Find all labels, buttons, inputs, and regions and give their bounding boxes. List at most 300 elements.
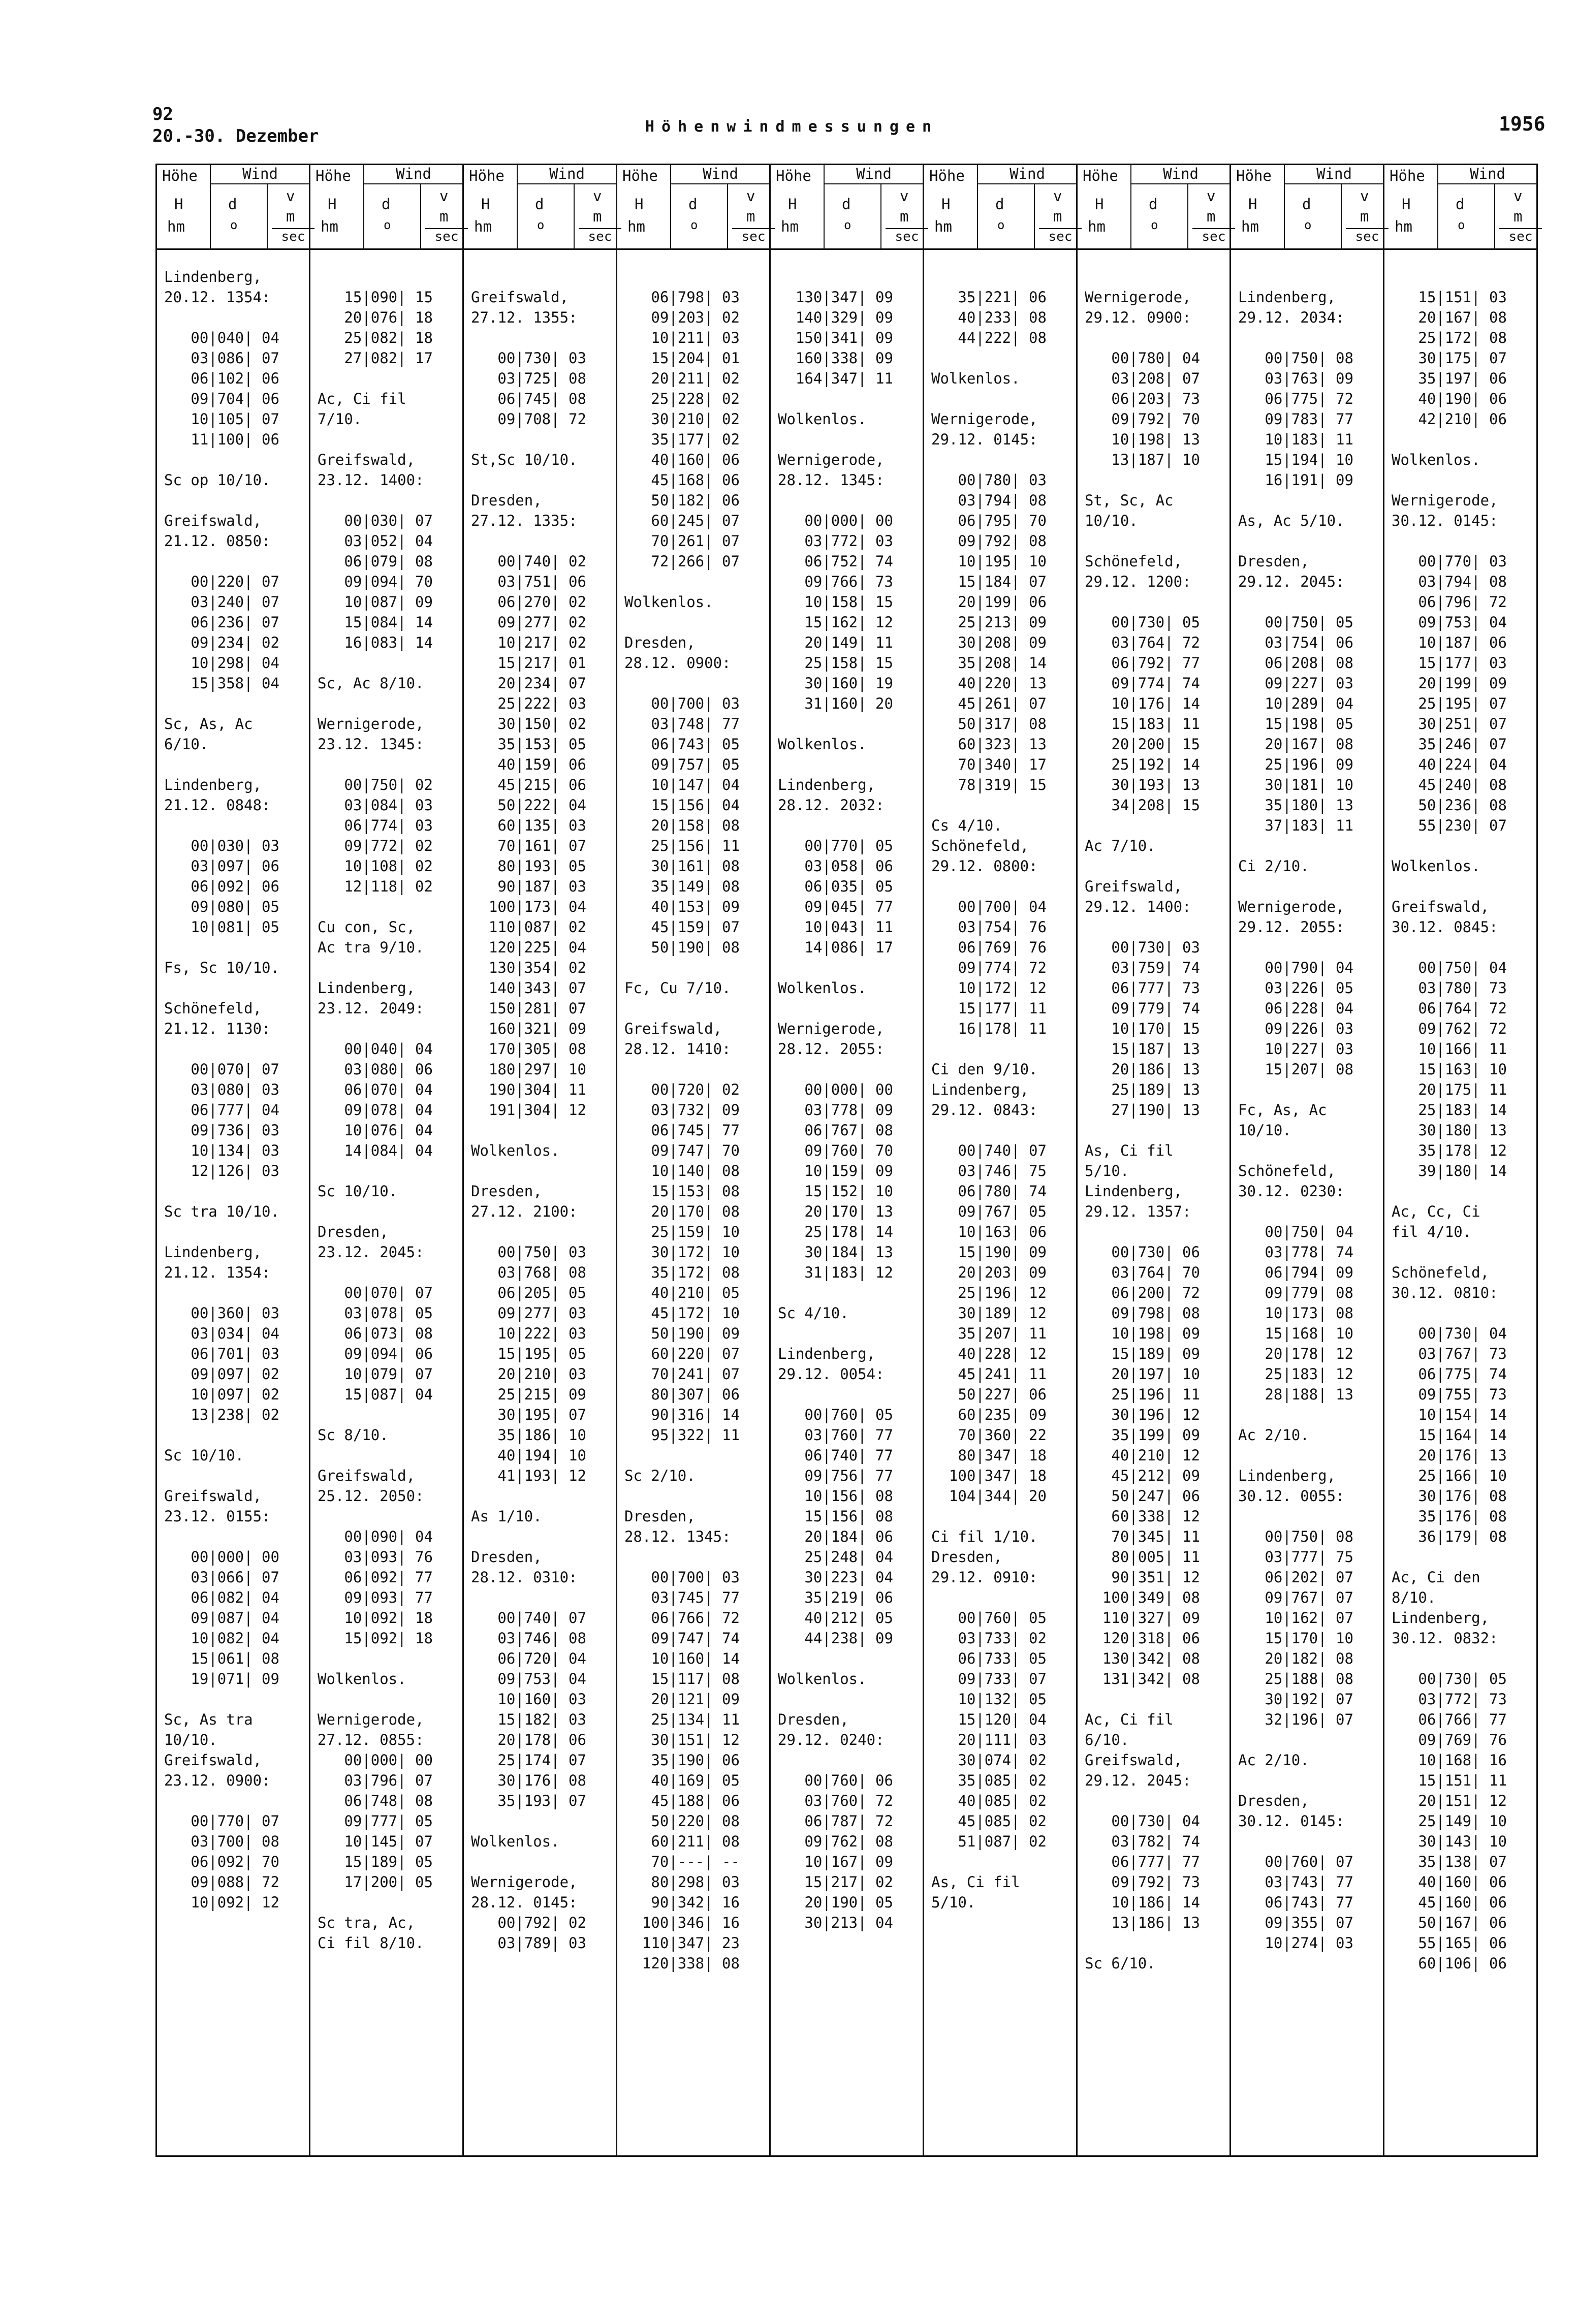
divider: [574, 183, 575, 248]
data-line: 15|061| 08: [164, 1650, 279, 1667]
data-line: 70|345| 11: [1085, 1528, 1200, 1545]
data-line: 8/10.: [1392, 1589, 1436, 1606]
hoehe-label: Höhe: [1390, 167, 1425, 184]
data-line: 06|796| 72: [1392, 593, 1507, 611]
data-line: 27.12. 2100:: [471, 1203, 578, 1220]
data-line: 00|750| 02: [318, 776, 433, 793]
data-line: 03|034| 04: [164, 1325, 279, 1342]
data-line: 45|215| 06: [471, 776, 586, 793]
d-label: d: [535, 196, 544, 213]
data-line: 06|764| 72: [1392, 1000, 1507, 1017]
v-label: v: [286, 187, 295, 205]
data-line: Greifswald,: [1085, 1752, 1183, 1769]
data-line: 15|120| 04: [931, 1711, 1047, 1728]
data-line: 10|187| 06: [1392, 634, 1507, 651]
data-line: 10|274| 03: [1238, 1934, 1353, 1952]
data-line: 03|751| 06: [471, 573, 586, 590]
data-line: 30|150| 02: [471, 715, 586, 733]
data-line: 30|176| 08: [471, 1772, 586, 1789]
data-line: 30|181| 10: [1238, 776, 1353, 793]
data-line: 09|762| 08: [778, 1833, 893, 1850]
data-line: Greifswald,: [471, 289, 569, 306]
data-line: 130|347| 09: [778, 289, 893, 306]
data-line: Wernigerode,: [931, 410, 1038, 428]
data-line: 03|058| 06: [778, 857, 893, 875]
data-line: 10|166| 11: [1392, 1040, 1507, 1058]
divider: [420, 183, 421, 248]
height-header: [924, 165, 978, 248]
data-line: 03|208| 07: [1085, 370, 1200, 387]
column-body: [924, 267, 1078, 2155]
data-line: Greifswald,: [318, 1467, 416, 1484]
data-line: 50|227| 06: [931, 1386, 1047, 1403]
data-line: Wolkenlos.: [778, 736, 867, 753]
v-label: v: [1513, 187, 1523, 205]
data-line: 110|087| 02: [471, 918, 586, 936]
data-line: Greifswald,: [164, 512, 262, 529]
data-line: Sc tra 10/10.: [164, 1203, 279, 1220]
data-line: 10|097| 02: [164, 1386, 279, 1403]
data-line: 25|189| 13: [1085, 1081, 1200, 1098]
d-label: d: [382, 196, 391, 213]
data-line: 35|186| 10: [471, 1426, 586, 1444]
data-line: 15|194| 10: [1238, 451, 1353, 468]
data-line: 20|199| 09: [1392, 675, 1507, 692]
data-line: 80|347| 18: [931, 1447, 1047, 1464]
data-line: 09|234| 02: [164, 634, 279, 651]
data-line: 25|082| 18: [318, 329, 433, 346]
data-line: 30|189| 12: [931, 1304, 1047, 1322]
data-line: Ci fil 1/10.: [931, 1528, 1038, 1545]
data-line: Lindenberg,: [164, 1244, 262, 1261]
data-line: 20|158| 08: [624, 817, 740, 834]
data-line: 09|088| 72: [164, 1873, 279, 1891]
data-line: 120|225| 04: [471, 939, 586, 956]
divider: [1187, 183, 1188, 248]
data-line: Greifswald,: [164, 1752, 262, 1769]
data-line: 131|342| 08: [1085, 1670, 1200, 1688]
data-line: 00|000| 00: [318, 1752, 433, 1769]
data-line: 09|753| 04: [1392, 614, 1507, 631]
data-line: 10|134| 03: [164, 1142, 279, 1159]
height-header: [157, 165, 211, 248]
data-line: 00|770| 03: [1392, 553, 1507, 570]
data-line: 06|208| 08: [1238, 654, 1353, 672]
data-line: 20|175| 11: [1392, 1081, 1507, 1098]
data-line: 09|760| 70: [778, 1142, 893, 1159]
data-line: 03|772| 03: [778, 532, 893, 550]
d-label: d: [1456, 196, 1465, 213]
data-line: 27.12. 0855:: [318, 1731, 424, 1748]
data-line: 30|223| 04: [778, 1569, 893, 1586]
data-line: Sc 6/10.: [1085, 1955, 1156, 1972]
page-number: 92: [152, 104, 173, 124]
data-line: 09|772| 02: [318, 837, 433, 854]
data-line: 10|198| 09: [1085, 1325, 1200, 1342]
data-line: 15|187| 13: [1085, 1040, 1200, 1058]
data-line: Wolkenlos.: [778, 410, 867, 428]
data-line: 06|745| 08: [471, 390, 586, 407]
data-line: 06|766| 72: [624, 1609, 740, 1627]
data-line: 35|207| 11: [931, 1325, 1047, 1342]
data-line: 14|086| 17: [778, 939, 893, 956]
data-line: 09|093| 77: [318, 1589, 433, 1606]
data-line: 45|168| 06: [624, 471, 740, 489]
data-line: 15|195| 05: [471, 1345, 586, 1362]
data-line: 10|183| 11: [1238, 431, 1353, 448]
data-line: Dresden,: [471, 492, 542, 509]
data-line: 10|147| 04: [624, 776, 740, 793]
data-line: 10|167| 09: [778, 1853, 893, 1870]
data-line: 03|778| 74: [1238, 1244, 1353, 1261]
data-line: 25|188| 08: [1238, 1670, 1353, 1688]
data-line: 170|305| 08: [471, 1040, 586, 1058]
data-line: 40|153| 09: [624, 898, 740, 915]
data-line: Schönefeld,: [1085, 553, 1183, 570]
data-line: 09|798| 08: [1085, 1304, 1200, 1322]
data-line: 70|161| 07: [471, 837, 586, 854]
degree-label: o: [1304, 218, 1312, 232]
data-line: 21.12. 1130:: [164, 1020, 271, 1037]
column-body: [310, 267, 464, 2155]
degree-label: o: [384, 218, 391, 232]
data-line: 25|222| 03: [471, 695, 586, 712]
data-line: Schönefeld,: [1392, 1264, 1490, 1281]
data-line: Fc, As, Ac: [1238, 1101, 1327, 1119]
h-label: H: [1095, 196, 1104, 213]
data-line: 45|188| 06: [624, 1792, 740, 1809]
height-header: [617, 165, 671, 248]
data-line: 00|760| 05: [778, 1406, 893, 1423]
data-line: Cs 4/10.: [931, 817, 1002, 834]
data-line: 06|777| 04: [164, 1101, 279, 1119]
data-line: Lindenberg,: [931, 1081, 1029, 1098]
data-line: 25|183| 14: [1392, 1101, 1507, 1119]
data-line: 30|208| 09: [931, 634, 1047, 651]
data-line: 03|745| 77: [624, 1589, 740, 1606]
data-line: 35|153| 05: [471, 736, 586, 753]
data-line: 30|184| 13: [778, 1244, 893, 1261]
data-line: 30.12. 0845:: [1392, 918, 1498, 936]
data-line: 09|779| 74: [1085, 1000, 1200, 1017]
data-line: 10/10.: [164, 1731, 217, 1748]
data-line: 06|073| 08: [318, 1325, 433, 1342]
data-line: 03|700| 08: [164, 1833, 279, 1850]
data-line: 00|040| 04: [318, 1040, 433, 1058]
data-line: 06|270| 02: [471, 593, 586, 611]
data-line: 130|342| 08: [1085, 1650, 1200, 1667]
data-line: 80|307| 06: [624, 1386, 740, 1403]
table-column: [1229, 165, 1384, 2155]
data-line: 00|730| 06: [1085, 1244, 1200, 1261]
data-line: 44|238| 09: [778, 1630, 893, 1647]
data-line: 03|097| 06: [164, 857, 279, 875]
data-line: Lindenberg,: [318, 979, 416, 997]
data-line: 27.12. 1355:: [471, 309, 578, 326]
data-line: Sc, Ac 8/10.: [318, 675, 424, 692]
h-label: H: [635, 196, 644, 213]
data-line: Lindenberg,: [1392, 1609, 1490, 1627]
hm-label: hm: [1088, 218, 1106, 235]
column-body: [771, 267, 924, 2155]
wind-label: Wind: [1284, 165, 1384, 184]
data-line: 03|066| 07: [164, 1569, 279, 1586]
data-line: 45|085| 02: [931, 1812, 1047, 1830]
data-line: 11|100| 06: [164, 431, 279, 448]
data-line: 45|212| 09: [1085, 1467, 1200, 1484]
data-line: Sc 4/10.: [778, 1304, 849, 1322]
data-line: 12|118| 02: [318, 878, 433, 895]
data-line: 00|030| 07: [318, 512, 433, 529]
data-line: Sc 8/10.: [318, 1426, 389, 1444]
data-line: 00|780| 03: [931, 471, 1047, 489]
data-line: 03|763| 09: [1238, 370, 1353, 387]
data-line: 191|304| 12: [471, 1101, 586, 1119]
data-line: 20|151| 12: [1392, 1792, 1507, 1809]
data-line: 06|775| 72: [1238, 390, 1353, 407]
data-line: 09|733| 07: [931, 1670, 1047, 1688]
degree-label: o: [230, 218, 238, 232]
data-line: 45|240| 08: [1392, 776, 1507, 793]
data-line: 30.12. 0055:: [1238, 1487, 1345, 1505]
data-line: 20|076| 18: [318, 309, 433, 326]
data-line: 100|346| 16: [624, 1914, 740, 1931]
data-line: 30|192| 07: [1238, 1691, 1353, 1708]
sec-label: sec: [1346, 228, 1389, 244]
data-line: 03|754| 76: [931, 918, 1047, 936]
data-line: 19|071| 09: [164, 1670, 279, 1688]
data-line: 09|769| 76: [1392, 1731, 1507, 1748]
data-line: Dresden,: [471, 1548, 542, 1566]
data-line: 10|289| 04: [1238, 695, 1353, 712]
data-line: 28.12. 1410:: [624, 1040, 731, 1058]
data-line: Wernigerode,: [318, 715, 424, 733]
data-line: 30|175| 07: [1392, 349, 1507, 367]
data-line: 15|198| 05: [1238, 715, 1353, 733]
d-label: d: [842, 196, 851, 213]
data-line: 15|087| 04: [318, 1386, 433, 1403]
data-line: Sc, As, Ac: [164, 715, 253, 733]
data-line: 60|245| 07: [624, 512, 740, 529]
data-line: 09|774| 72: [931, 959, 1047, 976]
data-line: 00|740| 02: [471, 553, 586, 570]
data-line: 120|338| 08: [624, 1955, 740, 1972]
data-line: 35|172| 08: [624, 1264, 740, 1281]
data-line: 40|190| 06: [1392, 390, 1507, 407]
data-line: 06|780| 74: [931, 1183, 1047, 1200]
data-line: 45|241| 11: [931, 1365, 1047, 1383]
data-line: Wolkenlos.: [624, 593, 713, 611]
data-line: 35|176| 08: [1392, 1508, 1507, 1525]
data-line: 10|160| 14: [624, 1650, 740, 1667]
data-line: 95|322| 11: [624, 1426, 740, 1444]
data-line: 29.12. 0910:: [931, 1569, 1038, 1586]
data-line: 03|794| 08: [1392, 573, 1507, 590]
data-line: 06|720| 04: [471, 1650, 586, 1667]
data-line: 09|774| 74: [1085, 675, 1200, 692]
data-line: 15|084| 14: [318, 614, 433, 631]
data-line: 23.12. 1400:: [318, 471, 424, 489]
data-line: 25.12. 2050:: [318, 1487, 424, 1505]
data-line: 80|005| 11: [1085, 1548, 1200, 1566]
data-line: 06|769| 76: [931, 939, 1047, 956]
column-body: [464, 267, 617, 2155]
data-line: 80|193| 05: [471, 857, 586, 875]
data-line: 16|083| 14: [318, 634, 433, 651]
data-line: 00|740| 07: [931, 1142, 1047, 1159]
data-line: 20|184| 06: [778, 1528, 893, 1545]
data-line: 10|170| 15: [1085, 1020, 1200, 1037]
divider: [880, 183, 881, 248]
data-line: 40|210| 12: [1085, 1447, 1200, 1464]
data-line: 30|151| 12: [624, 1731, 740, 1748]
data-line: 37|183| 11: [1238, 817, 1353, 834]
data-line: 03|764| 72: [1085, 634, 1200, 651]
data-line: 00|730| 03: [471, 349, 586, 367]
data-line: 150|281| 07: [471, 1000, 586, 1017]
data-line: 15|153| 08: [624, 1183, 740, 1200]
data-line: 00|730| 03: [1085, 939, 1200, 956]
data-line: 00|730| 05: [1085, 614, 1200, 631]
data-line: 06|079| 08: [318, 553, 433, 570]
data-line: 14|084| 04: [318, 1142, 433, 1159]
data-line: 03|746| 08: [471, 1630, 586, 1647]
data-line: 06|767| 08: [778, 1122, 893, 1139]
data-line: 25|228| 02: [624, 390, 740, 407]
d-label: d: [228, 196, 237, 213]
column-body: [617, 267, 771, 2155]
data-line: 09|704| 06: [164, 390, 279, 407]
measurement-table: [155, 164, 1538, 2157]
data-line: As, Ac 5/10.: [1238, 512, 1345, 529]
data-line: 09|747| 70: [624, 1142, 740, 1159]
data-line: 10|227| 03: [1238, 1040, 1353, 1058]
data-line: 06|775| 74: [1392, 1365, 1507, 1383]
data-line: 30|196| 12: [1085, 1406, 1200, 1423]
data-line: 06|092| 70: [164, 1853, 279, 1870]
data-line: 25|196| 12: [931, 1284, 1047, 1301]
data-line: 30|176| 08: [1392, 1487, 1507, 1505]
data-line: 15|184| 07: [931, 573, 1047, 590]
data-line: Wernigerode,: [1392, 492, 1498, 509]
data-line: Greifswald,: [164, 1487, 262, 1505]
m-label: m: [900, 208, 909, 225]
column-body: [157, 267, 310, 2155]
data-line: Wernigerode,: [1238, 898, 1345, 915]
data-line: 06|787| 72: [778, 1812, 893, 1830]
data-line: 16|178| 11: [931, 1020, 1047, 1037]
data-line: 06|743| 77: [1238, 1894, 1353, 1911]
height-header: [1384, 165, 1438, 248]
data-line: 60|220| 07: [624, 1345, 740, 1362]
data-line: 10|186| 14: [1085, 1894, 1200, 1911]
data-line: 10|145| 07: [318, 1833, 433, 1850]
data-line: 10|163| 06: [931, 1223, 1047, 1240]
data-line: 00|730| 04: [1392, 1325, 1507, 1342]
wind-header: [1130, 165, 1231, 248]
data-line: 09|277| 02: [471, 614, 586, 631]
data-line: 15|117| 08: [624, 1670, 740, 1688]
data-line: 60|135| 03: [471, 817, 586, 834]
data-line: 10|092| 12: [164, 1894, 279, 1911]
hm-label: hm: [627, 218, 645, 235]
data-line: 130|354| 02: [471, 959, 586, 976]
data-line: 00|750| 03: [471, 1244, 586, 1261]
data-line: 39|180| 14: [1392, 1162, 1507, 1180]
m-label: m: [286, 208, 295, 225]
data-line: 09|203| 02: [624, 309, 740, 326]
data-line: 10|168| 16: [1392, 1752, 1507, 1769]
data-line: 25|196| 09: [1238, 756, 1353, 773]
data-line: 160|338| 09: [778, 349, 893, 367]
data-line: 41|193| 12: [471, 1467, 586, 1484]
data-line: 06|743| 05: [624, 736, 740, 753]
data-line: 09|227| 03: [1238, 675, 1353, 692]
data-line: 40|220| 13: [931, 675, 1047, 692]
hm-label: hm: [474, 218, 492, 235]
data-line: 40|160| 06: [624, 451, 740, 468]
data-line: Ac tra 9/10.: [318, 939, 424, 956]
sec-label: sec: [1192, 228, 1235, 244]
column-header: [157, 165, 310, 250]
data-line: 06|701| 03: [164, 1345, 279, 1362]
data-line: 30|161| 08: [624, 857, 740, 875]
data-line: 15|190| 09: [931, 1244, 1047, 1261]
data-line: 30|193| 13: [1085, 776, 1200, 793]
d-label: d: [1149, 196, 1158, 213]
data-line: 09|783| 77: [1238, 410, 1353, 428]
data-line: Ac, Ci den: [1392, 1569, 1480, 1586]
data-line: Greifswald,: [624, 1020, 722, 1037]
data-line: 10|222| 03: [471, 1325, 586, 1342]
data-line: 190|304| 11: [471, 1081, 586, 1098]
data-line: 15|177| 03: [1392, 654, 1507, 672]
data-line: 10|158| 15: [778, 593, 893, 611]
data-line: 21.12. 0850:: [164, 532, 271, 550]
column-header: [1231, 165, 1384, 250]
data-line: Wolkenlos.: [778, 979, 867, 997]
data-line: 03|733| 02: [931, 1630, 1047, 1647]
data-line: 55|230| 07: [1392, 817, 1507, 834]
data-line: 15|189| 09: [1085, 1345, 1200, 1362]
data-line: Wernigerode,: [778, 1020, 885, 1037]
data-line: 100|173| 04: [471, 898, 586, 915]
data-line: 50|317| 08: [931, 715, 1047, 733]
data-line: 03|782| 74: [1085, 1833, 1200, 1850]
data-line: 15|163| 10: [1392, 1061, 1507, 1078]
data-line: 16|191| 09: [1238, 471, 1353, 489]
data-line: 06|794| 09: [1238, 1264, 1353, 1281]
data-line: 03|226| 05: [1238, 979, 1353, 997]
height-header: [310, 165, 364, 248]
divider: [267, 183, 268, 248]
data-line: 20|170| 13: [778, 1203, 893, 1220]
divider: [1494, 183, 1495, 248]
data-line: 23.12. 1345:: [318, 736, 424, 753]
data-line: 00|090| 04: [318, 1528, 433, 1545]
data-line: 00|360| 03: [164, 1304, 279, 1322]
table-column: [462, 165, 617, 2155]
data-line: 10|081| 05: [164, 918, 279, 936]
data-line: 6/10.: [1085, 1731, 1129, 1748]
data-line: 70|261| 07: [624, 532, 740, 550]
data-line: 10/10.: [1238, 1122, 1291, 1139]
h-label: H: [788, 196, 797, 213]
data-line: 35|246| 07: [1392, 736, 1507, 753]
data-line: 15|358| 04: [164, 675, 279, 692]
data-line: 10|132| 05: [931, 1691, 1047, 1708]
data-line: 29.12. 0240:: [778, 1731, 885, 1748]
